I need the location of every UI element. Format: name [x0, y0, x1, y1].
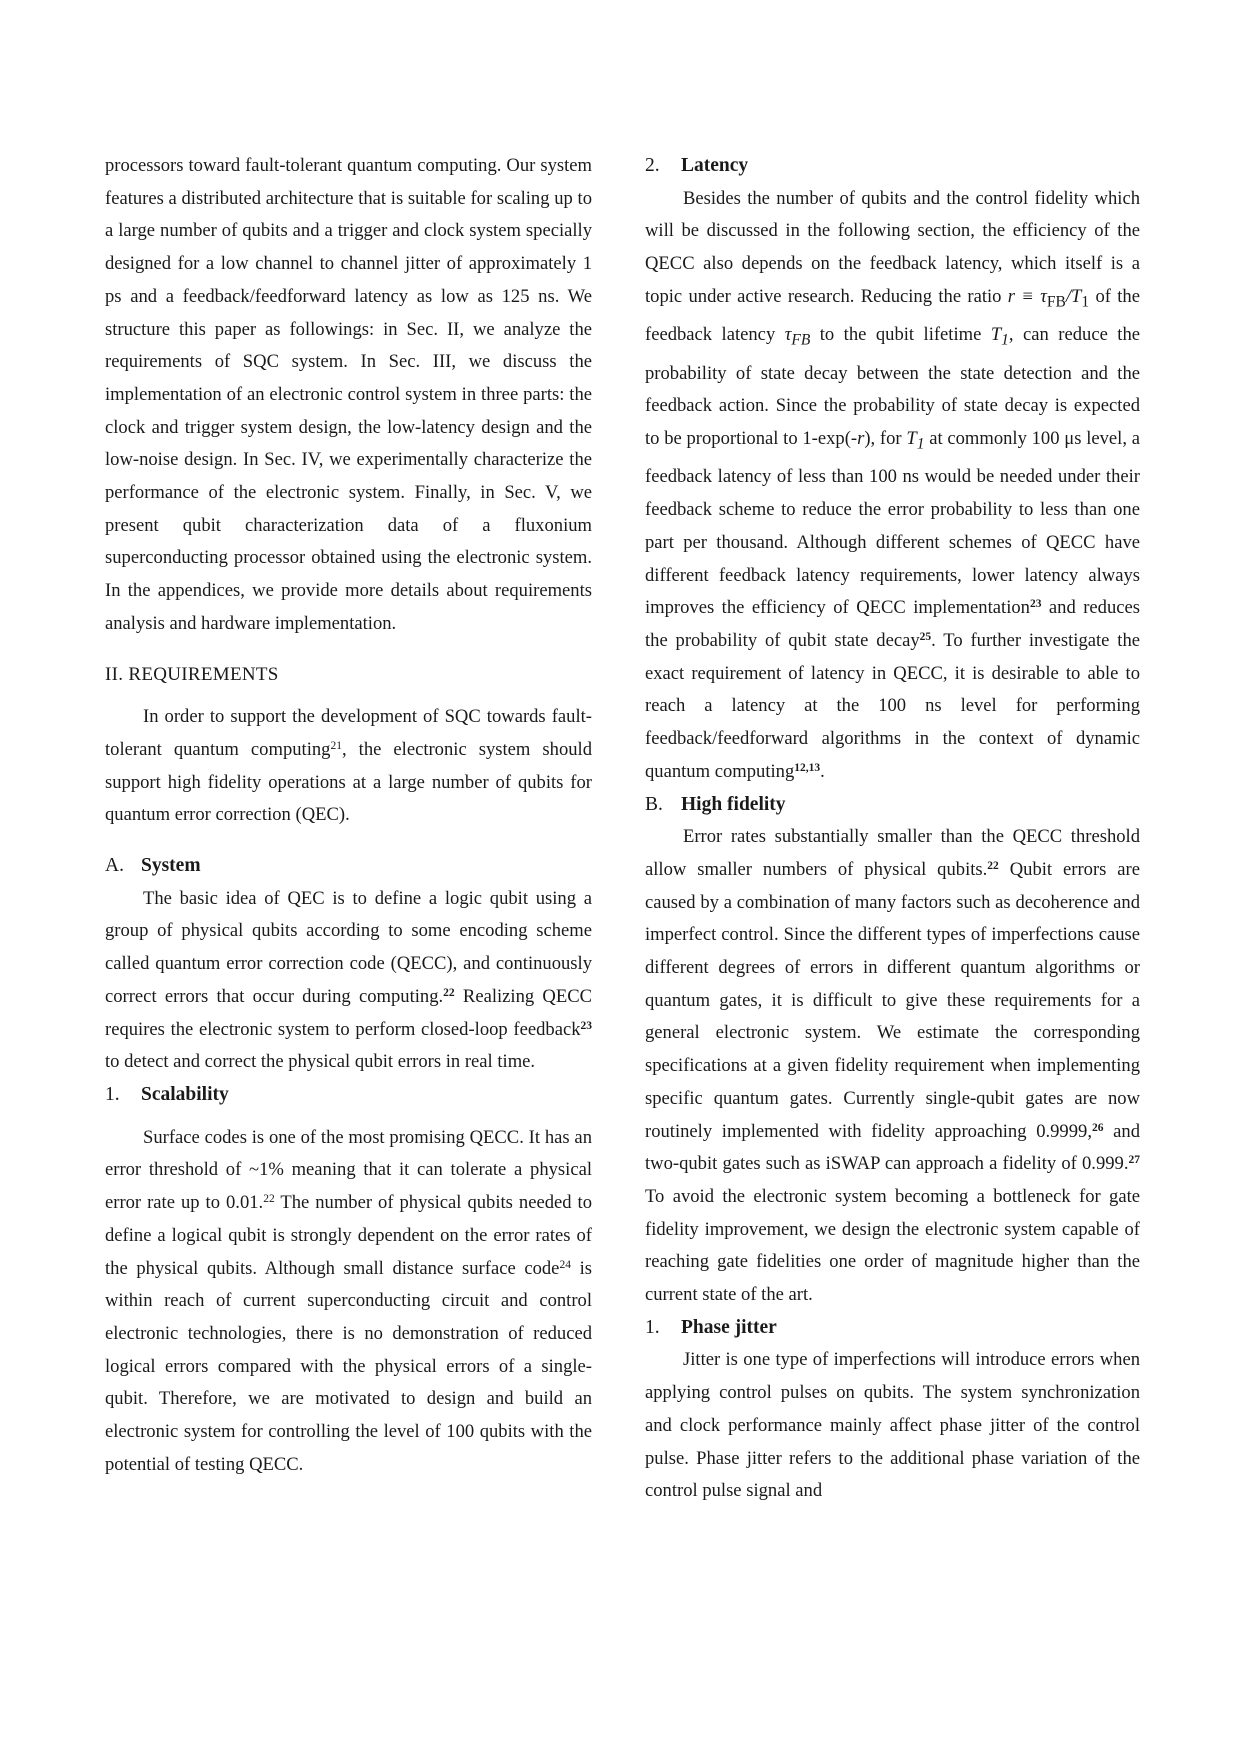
latency-paragraph: Besides the number of qubits and the control fidelity which will be discussed in the following section, the efficiency of the QECC also depends on the feedback latency, which itself is a topic under active research. Reducing the ratio $r \equiv \tau_{FB}/T_1$ of the feedback latency $\tau_{FB}$ to the qubit lifetime $T_1$, can reduce the probability of state decay between the state detection and the feedback action. Since the probability of state decay is expected to be proportional to 1-exp(-r), for $T_1$ at commonly 100 μs level, a feedback latency of less than 100 ns would be needed under their feedback scheme to reduce the error probability to less than one part per thousand. Although different schemes of QECC have different feedback latency requirements, lower latency always improves the efficiency of QECC implementation$^{23}$ and reduces the probability of qubit state decay$^{25}$. To further investigate the exact requirement of latency in QECC, it is desirable to able to reach a latency at the 100 ns level for performing feedback/feedforward algorithms in the context of dynamic quantum computing$^{12,13}$.	[645, 187, 1141, 782]
fidelity-paragraph: Error rates substantially smaller than the QECC threshold allow smaller numbers of physical qubits.$^{22}$ Qubit errors are caused by a combination of many factors such as decoherence and imperfect control. Since the different types of imperfections cause different degrees of errors in different quantum algorithms or quantum gates, it is difficult to give these requirements for a general electronic system. We estimate the corresponding specifications at a given fidelity requirement when implementing specific quantum gates. Currently single-qubit gates are now routinely implemented with fidelity approaching 0.9999,26 and two-qubit gates such as iSWAP can approach a fidelity of 0.999.27 To avoid the electronic system becoming a bottleneck for gate fidelity improvement, we design the electronic system capable of reaching gate fidelities one order of magnitude higher than the current state of the art.	[645, 826, 1141, 1306]
citation: 23	[1029, 598, 1042, 611]
citation: 22	[987, 859, 999, 872]
requirements-paragraph: In order to support the development of SQC towards fault-tolerant quantum computing$^{21}$, the electronic system should support high fidelity operations at a large number of qubits for quantum error correction (QEC).	[105, 706, 593, 826]
citation: 23	[580, 1019, 592, 1032]
subsection-heading-scalability: 1. Scalability	[105, 1083, 229, 1105]
citation: 22	[443, 986, 455, 999]
subsection-heading-phase-jitter: 1. Phase jitter	[645, 1316, 777, 1338]
citation: 12,13	[794, 761, 821, 774]
phase-jitter-paragraph: Jitter is one type of imperfections will introduce errors when applying control pulses on qubits. The system synchronization and clock performance mainly affect phase jitter of the control pulse. Phase jitter refers to the additional phase variation of the control pulse signal and	[645, 1349, 1140, 1502]
subsection-heading-latency: 2. Latency	[645, 155, 749, 176]
intro-paragraph: processors toward fault-tolerant quantum computing. Our system features a distributed architecture that is suitable for scaling up to a large number of qubits and a trigger and clock system specially designed for a low channel to channel jitter of approximately 1 ps and a feedback/feedforward latency as low as 125 ns. We structure this paper as followings: in Sec. II, we analyze the requirements of SQC system. In Sec. III, we discuss the implementation of an electronic control system in three parts: the clock and trigger system design, the low-latency design and the low-noise design. In Sec. IV, we experimentally characterize the performance of the electronic system. Finally, in Sec. V, we present qubit characterization data of a fluxonium superconducting processor obtained using the electronic system. In the appendices, we provide more details about requirements analysis and hardware implementation.	[105, 155, 592, 634]
citation: 21	[330, 739, 342, 752]
system-paragraph: The basic idea of QEC is to define a logic qubit using a group of physical qubits according to some encoding scheme called quantum error correction code (QECC), and continuously correct errors that occur during computing.$^{22}$ Realizing QECC requires the electronic system to perform closed-loop feedback$^{23}$ to detect and correct the physical qubit errors in real time.	[105, 887, 593, 1073]
citation: 26	[1091, 1121, 1104, 1134]
right-column	[645, 150, 1140, 1508]
citation: 22	[263, 1193, 275, 1206]
subsection-heading-system: A. System	[105, 855, 201, 877]
section-heading-requirements: II. REQUIREMENTS	[105, 663, 279, 685]
subsection-heading-high-fidelity: B. High fidelity	[645, 793, 786, 815]
left-column	[105, 150, 592, 1481]
citation: 25	[919, 631, 932, 643]
citation: 27	[1128, 1154, 1140, 1167]
citation: 24	[559, 1258, 571, 1271]
scalability-paragraph: Surface codes is one of the most promising QECC. It has an error threshold of ~1% meaning that it can tolerate a physical error rate up to 0.01.22 The number of physical qubits needed to define a logical qubit is strongly dependent on the error rates of the physical qubits. Although small distance surface code$^{24}$ is within reach of current superconducting circuit and control electronic technologies, there is no demonstration of reduced logical errors compared with the physical errors of a single-qubit. Therefore, we are motivated to design and build an electronic system for controlling the level of 100 qubits with the potential of testing QECC.	[105, 1126, 592, 1475]
